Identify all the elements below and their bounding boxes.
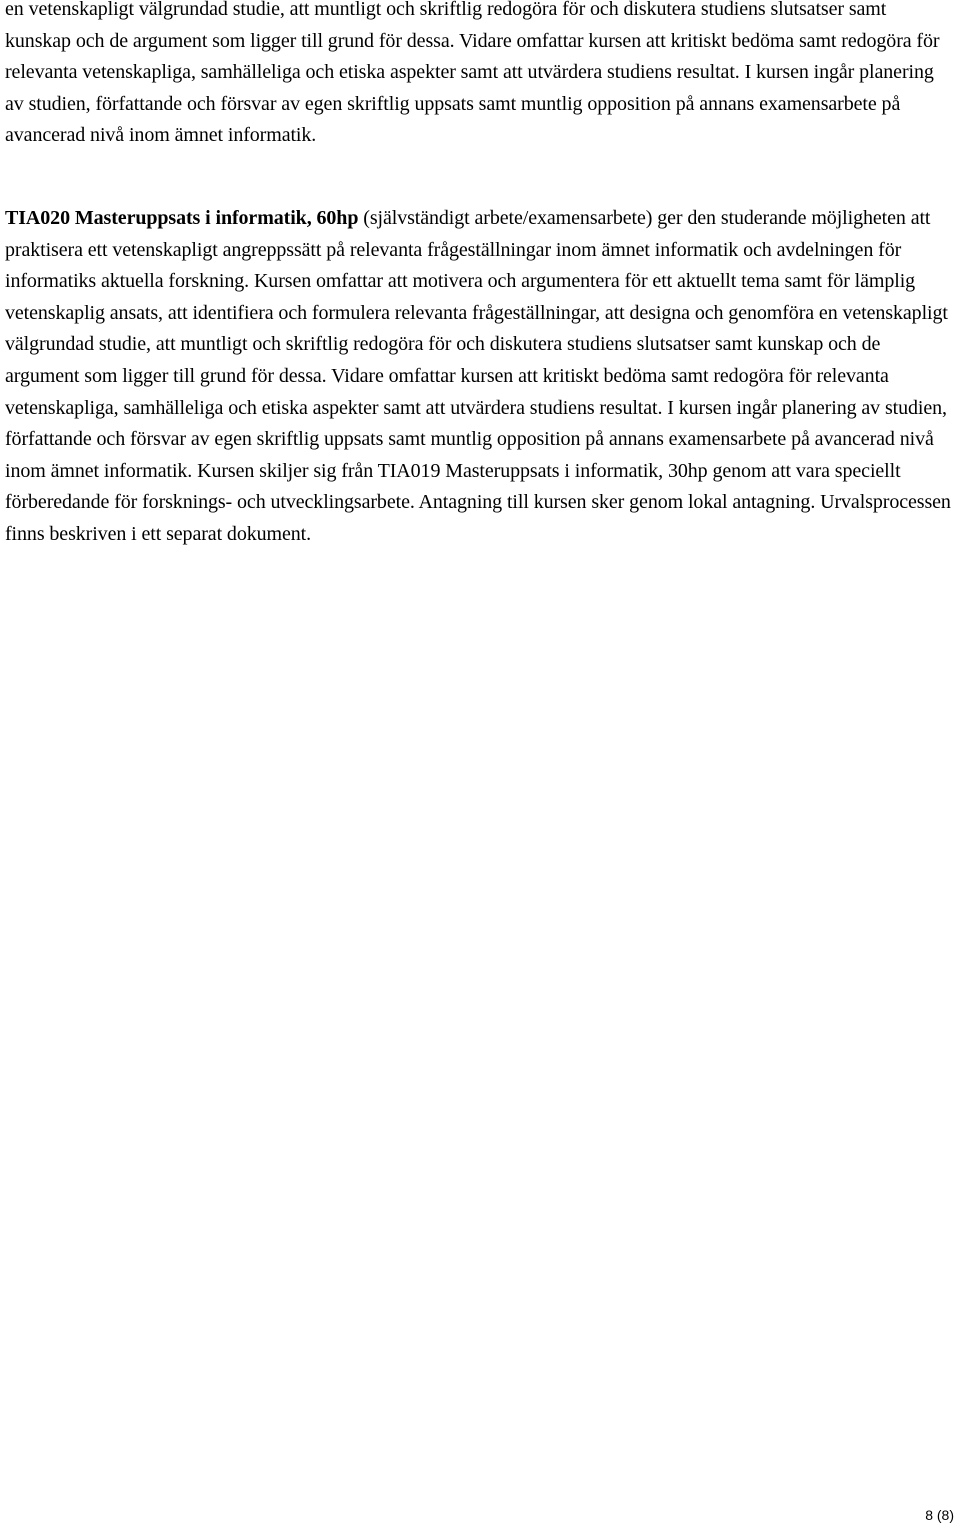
course-heading: TIA020 Masteruppsats i informatik, 60hp	[5, 207, 359, 229]
paragraph-continued: en vetenskapligt välgrundad studie, att muntligt och skriftlig redogöra för och diskutera studiens slutsatser samt kunskap och de argument som ligger till grund för dessa. Vidare omfattar kursen att kritiskt bedöma samt redogöra för relevanta vetenskapliga, samhälleliga och etiska aspekter samt att utvärdera studiens resultat. I kursen ingår planering av studien, författande och försvar av egen skriftlig uppsats samt muntlig opposition på annans examensarbete på avancerad nivå inom ämnet informatik.	[5, 0, 940, 147]
course-description: (självständigt arbete/examensarbete) ger den studerande möjligheten att praktisera ett vetenskapligt angreppssätt på relevanta frågeställningar inom ämnet informatik och avdelningen för informatiks aktuella forskning. Kursen omfattar att motivera och argumentera för ett aktuellt tema samt för lämplig vetenskaplig ansats, att identifiera och formulera relevanta frågeställningar, att designa och genomföra en vetenskapligt välgrundad studie, att muntligt och skriftlig redogöra för och diskutera studiens slutsatser samt kunskap och de argument som ligger till grund för dessa. Vidare omfattar kursen att kritiskt bedöma samt redogöra för relevanta vetenskapliga, samhälleliga och etiska aspekter samt att utvärdera studiens resultat. I kursen ingår planering av studien, författande och försvar av egen skriftlig uppsats samt muntlig opposition på annans examensarbete på avancerad nivå inom ämnet informatik. Kursen skiljer sig från TIA019 Masteruppsats i informatik, 30hp genom att vara speciellt förberedande för forsknings- och utvecklingsarbete. Antagning till kursen sker genom lokal antagning. Urvalsprocessen finns beskriven i ett separat dokument.	[5, 207, 951, 545]
page-number: 8 (8)	[925, 1507, 954, 1523]
paragraph-course-tia020	[5, 203, 955, 551]
